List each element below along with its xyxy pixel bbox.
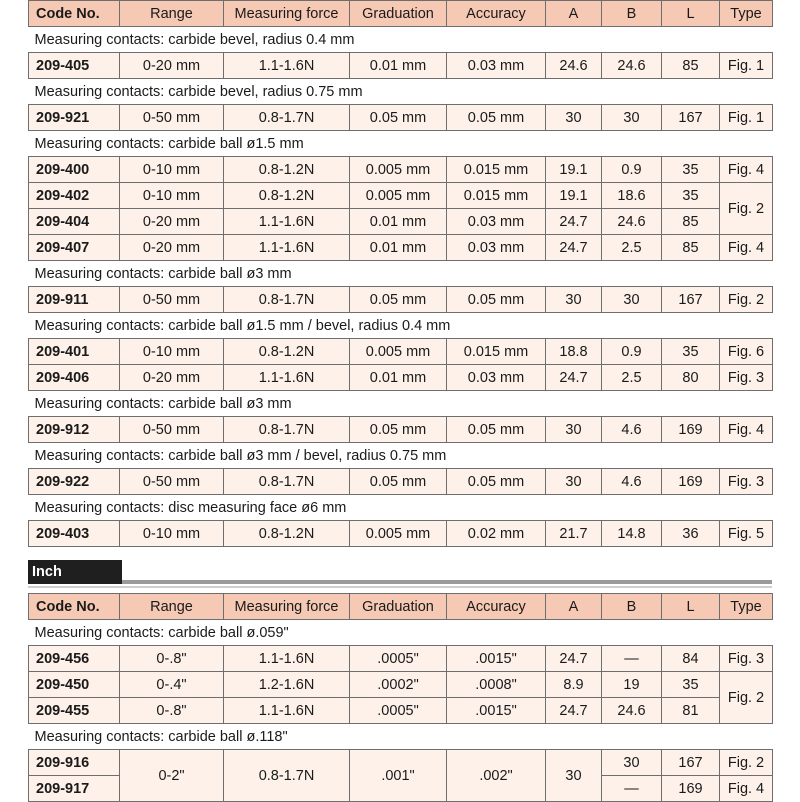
cell-a: 24.7 <box>546 646 602 672</box>
table-row <box>29 209 773 235</box>
table-row <box>29 287 773 313</box>
cell-b: 24.6 <box>602 209 662 235</box>
cell-b: 0.9 <box>602 157 662 183</box>
cell-graduation: 0.01 mm <box>350 209 447 235</box>
inch-section-label: Inch <box>28 560 122 584</box>
cell-graduation: 0.005 mm <box>350 183 447 209</box>
cell-code: 209-916 <box>29 750 120 776</box>
cell-range: 0-.8" <box>120 698 224 724</box>
table-row <box>29 339 773 365</box>
cell-a: 24.7 <box>546 209 602 235</box>
cell-graduation: .001" <box>350 750 447 802</box>
cell-force: 1.2-1.6N <box>224 672 350 698</box>
cell-range: 0-50 mm <box>120 469 224 495</box>
cell-a: 24.7 <box>546 698 602 724</box>
cell-range: 0-50 mm <box>120 417 224 443</box>
cell-accuracy: 0.05 mm <box>447 469 546 495</box>
cell-l: 81 <box>662 698 720 724</box>
cell-l: 35 <box>662 339 720 365</box>
header-row <box>29 594 773 620</box>
cell-l: 85 <box>662 209 720 235</box>
cell-l: 80 <box>662 365 720 391</box>
section-row <box>29 443 773 469</box>
cell-force: 0.8-1.7N <box>224 287 350 313</box>
divider-line-thin <box>28 586 772 588</box>
table-row <box>29 417 773 443</box>
cell-force: 0.8-1.7N <box>224 469 350 495</box>
cell-range: 0-.8" <box>120 646 224 672</box>
header-graduation: Graduation <box>350 594 447 620</box>
cell-range: 0-20 mm <box>120 235 224 261</box>
cell-range: 0-10 mm <box>120 339 224 365</box>
cell-b: 0.9 <box>602 339 662 365</box>
cell-graduation: 0.05 mm <box>350 469 447 495</box>
section-title: Measuring contacts: carbide ball ø3 mm <box>29 261 773 287</box>
cell-force: 0.8-1.2N <box>224 183 350 209</box>
cell-type: Fig. 4 <box>720 157 773 183</box>
header-b: B <box>602 594 662 620</box>
cell-accuracy: 0.02 mm <box>447 521 546 547</box>
cell-code: 209-407 <box>29 235 120 261</box>
cell-code: 209-406 <box>29 365 120 391</box>
cell-a: 24.7 <box>546 235 602 261</box>
cell-accuracy: 0.015 mm <box>447 157 546 183</box>
cell-accuracy: .0015" <box>447 698 546 724</box>
cell-b: 4.6 <box>602 417 662 443</box>
section-row <box>29 261 773 287</box>
cell-code: 209-400 <box>29 157 120 183</box>
divider-line <box>28 580 772 584</box>
cell-graduation: 0.01 mm <box>350 365 447 391</box>
cell-accuracy: 0.03 mm <box>447 235 546 261</box>
cell-accuracy: 0.05 mm <box>447 417 546 443</box>
cell-a: 30 <box>546 469 602 495</box>
header-a: A <box>546 594 602 620</box>
table-row <box>29 157 773 183</box>
section-row <box>29 131 773 157</box>
inch-section-divider <box>28 560 772 584</box>
cell-l: 167 <box>662 105 720 131</box>
header-measuring-force: Measuring force <box>224 1 350 27</box>
section-title: Measuring contacts: carbide bevel, radius 0.75 mm <box>29 79 773 105</box>
cell-force: 0.8-1.2N <box>224 339 350 365</box>
cell-range: 0-10 mm <box>120 521 224 547</box>
section-title: Measuring contacts: carbide ball ø3 mm / bevel, radius 0.75 mm <box>29 443 773 469</box>
cell-b: 24.6 <box>602 53 662 79</box>
header-code-no: Code No. <box>29 1 120 27</box>
table-row <box>29 105 773 131</box>
cell-a: 18.8 <box>546 339 602 365</box>
section-row <box>29 313 773 339</box>
inch-spec-table <box>28 593 773 802</box>
cell-graduation: .0005" <box>350 646 447 672</box>
cell-code: 209-401 <box>29 339 120 365</box>
metric-spec-table <box>28 0 773 547</box>
cell-code: 209-450 <box>29 672 120 698</box>
section-title: Measuring contacts: carbide bevel, radius 0.4 mm <box>29 27 773 53</box>
cell-l: 84 <box>662 646 720 672</box>
section-title: Measuring contacts: disc measuring face ø6 mm <box>29 495 773 521</box>
cell-range: 0-20 mm <box>120 53 224 79</box>
cell-type: Fig. 5 <box>720 521 773 547</box>
cell-accuracy: 0.015 mm <box>447 339 546 365</box>
cell-type: Fig. 6 <box>720 339 773 365</box>
cell-type: Fig. 1 <box>720 105 773 131</box>
cell-type: Fig. 4 <box>720 417 773 443</box>
cell-range: 0-2" <box>120 750 224 802</box>
cell-code: 209-404 <box>29 209 120 235</box>
header-graduation: Graduation <box>350 1 447 27</box>
section-row <box>29 620 773 646</box>
table-row <box>29 672 773 698</box>
cell-a: 21.7 <box>546 521 602 547</box>
cell-range: 0-10 mm <box>120 157 224 183</box>
cell-a: 19.1 <box>546 183 602 209</box>
cell-l: 169 <box>662 776 720 802</box>
cell-l: 169 <box>662 469 720 495</box>
cell-b: 18.6 <box>602 183 662 209</box>
cell-b: — <box>602 646 662 672</box>
table-row <box>29 521 773 547</box>
cell-graduation: 0.01 mm <box>350 235 447 261</box>
cell-a: 19.1 <box>546 157 602 183</box>
section-title: Measuring contacts: carbide ball ø3 mm <box>29 391 773 417</box>
cell-graduation: .0002" <box>350 672 447 698</box>
cell-a: 30 <box>546 105 602 131</box>
cell-type: Fig. 4 <box>720 776 773 802</box>
cell-type: Fig. 2 <box>720 287 773 313</box>
cell-b: 14.8 <box>602 521 662 547</box>
cell-range: 0-.4" <box>120 672 224 698</box>
cell-accuracy: .002" <box>447 750 546 802</box>
cell-a: 30 <box>546 417 602 443</box>
cell-a: 30 <box>546 287 602 313</box>
cell-a: 30 <box>546 750 602 802</box>
cell-accuracy: 0.015 mm <box>447 183 546 209</box>
cell-graduation: .0005" <box>350 698 447 724</box>
section-row <box>29 495 773 521</box>
cell-l: 35 <box>662 183 720 209</box>
section-title: Measuring contacts: carbide ball ø1.5 mm / bevel, radius 0.4 mm <box>29 313 773 339</box>
cell-graduation: 0.05 mm <box>350 105 447 131</box>
cell-code: 209-405 <box>29 53 120 79</box>
cell-type: Fig. 2 <box>720 672 773 724</box>
cell-code: 209-455 <box>29 698 120 724</box>
cell-code: 209-912 <box>29 417 120 443</box>
cell-b: 2.5 <box>602 235 662 261</box>
cell-graduation: 0.05 mm <box>350 417 447 443</box>
section-row <box>29 391 773 417</box>
cell-force: 0.8-1.7N <box>224 417 350 443</box>
cell-range: 0-50 mm <box>120 105 224 131</box>
header-a: A <box>546 1 602 27</box>
cell-l: 169 <box>662 417 720 443</box>
table-row <box>29 53 773 79</box>
section-title: Measuring contacts: carbide ball ø1.5 mm <box>29 131 773 157</box>
cell-type: Fig. 3 <box>720 469 773 495</box>
cell-l: 167 <box>662 750 720 776</box>
cell-l: 35 <box>662 157 720 183</box>
cell-l: 167 <box>662 287 720 313</box>
header-accuracy: Accuracy <box>447 1 546 27</box>
cell-type: Fig. 3 <box>720 365 773 391</box>
table-row <box>29 698 773 724</box>
section-row <box>29 724 773 750</box>
table-row <box>29 183 773 209</box>
cell-range: 0-10 mm <box>120 183 224 209</box>
cell-l: 85 <box>662 235 720 261</box>
cell-accuracy: .0008" <box>447 672 546 698</box>
cell-force: 0.8-1.2N <box>224 521 350 547</box>
cell-l: 36 <box>662 521 720 547</box>
cell-force: 1.1-1.6N <box>224 365 350 391</box>
cell-force: 0.8-1.7N <box>224 105 350 131</box>
cell-b: 24.6 <box>602 698 662 724</box>
table-row <box>29 235 773 261</box>
section-row <box>29 27 773 53</box>
table-row <box>29 469 773 495</box>
cell-code: 209-917 <box>29 776 120 802</box>
cell-b: 2.5 <box>602 365 662 391</box>
cell-code: 209-403 <box>29 521 120 547</box>
header-accuracy: Accuracy <box>447 594 546 620</box>
cell-code: 209-402 <box>29 183 120 209</box>
cell-code: 209-922 <box>29 469 120 495</box>
cell-graduation: 0.05 mm <box>350 287 447 313</box>
cell-b: — <box>602 776 662 802</box>
section-title: Measuring contacts: carbide ball ø.059" <box>29 620 773 646</box>
cell-accuracy: .0015" <box>447 646 546 672</box>
cell-code: 209-456 <box>29 646 120 672</box>
table-row <box>29 365 773 391</box>
cell-force: 0.8-1.7N <box>224 750 350 802</box>
cell-accuracy: 0.05 mm <box>447 105 546 131</box>
cell-type: Fig. 2 <box>720 750 773 776</box>
header-b: B <box>602 1 662 27</box>
header-row <box>29 1 773 27</box>
table-row <box>29 750 773 776</box>
header-l: L <box>662 1 720 27</box>
header-l: L <box>662 594 720 620</box>
cell-type: Fig. 1 <box>720 53 773 79</box>
cell-type: Fig. 4 <box>720 235 773 261</box>
header-range: Range <box>120 1 224 27</box>
cell-code: 209-921 <box>29 105 120 131</box>
cell-range: 0-20 mm <box>120 209 224 235</box>
cell-code: 209-911 <box>29 287 120 313</box>
header-code-no: Code No. <box>29 594 120 620</box>
cell-a: 8.9 <box>546 672 602 698</box>
cell-accuracy: 0.05 mm <box>447 287 546 313</box>
cell-accuracy: 0.03 mm <box>447 209 546 235</box>
cell-graduation: 0.005 mm <box>350 157 447 183</box>
header-range: Range <box>120 594 224 620</box>
cell-accuracy: 0.03 mm <box>447 53 546 79</box>
cell-type: Fig. 2 <box>720 183 773 235</box>
cell-force: 1.1-1.6N <box>224 646 350 672</box>
cell-a: 24.7 <box>546 365 602 391</box>
cell-b: 30 <box>602 105 662 131</box>
cell-l: 85 <box>662 53 720 79</box>
table-row <box>29 646 773 672</box>
header-type: Type <box>720 594 773 620</box>
cell-a: 24.6 <box>546 53 602 79</box>
header-measuring-force: Measuring force <box>224 594 350 620</box>
cell-l: 35 <box>662 672 720 698</box>
section-row <box>29 79 773 105</box>
cell-b: 30 <box>602 287 662 313</box>
cell-range: 0-50 mm <box>120 287 224 313</box>
header-type: Type <box>720 1 773 27</box>
cell-b: 19 <box>602 672 662 698</box>
cell-force: 1.1-1.6N <box>224 235 350 261</box>
cell-b: 30 <box>602 750 662 776</box>
cell-graduation: 0.01 mm <box>350 53 447 79</box>
cell-force: 1.1-1.6N <box>224 698 350 724</box>
section-title: Measuring contacts: carbide ball ø.118" <box>29 724 773 750</box>
cell-accuracy: 0.03 mm <box>447 365 546 391</box>
cell-force: 0.8-1.2N <box>224 157 350 183</box>
cell-force: 1.1-1.6N <box>224 53 350 79</box>
cell-range: 0-20 mm <box>120 365 224 391</box>
cell-graduation: 0.005 mm <box>350 521 447 547</box>
cell-type: Fig. 3 <box>720 646 773 672</box>
cell-b: 4.6 <box>602 469 662 495</box>
cell-force: 1.1-1.6N <box>224 209 350 235</box>
cell-graduation: 0.005 mm <box>350 339 447 365</box>
